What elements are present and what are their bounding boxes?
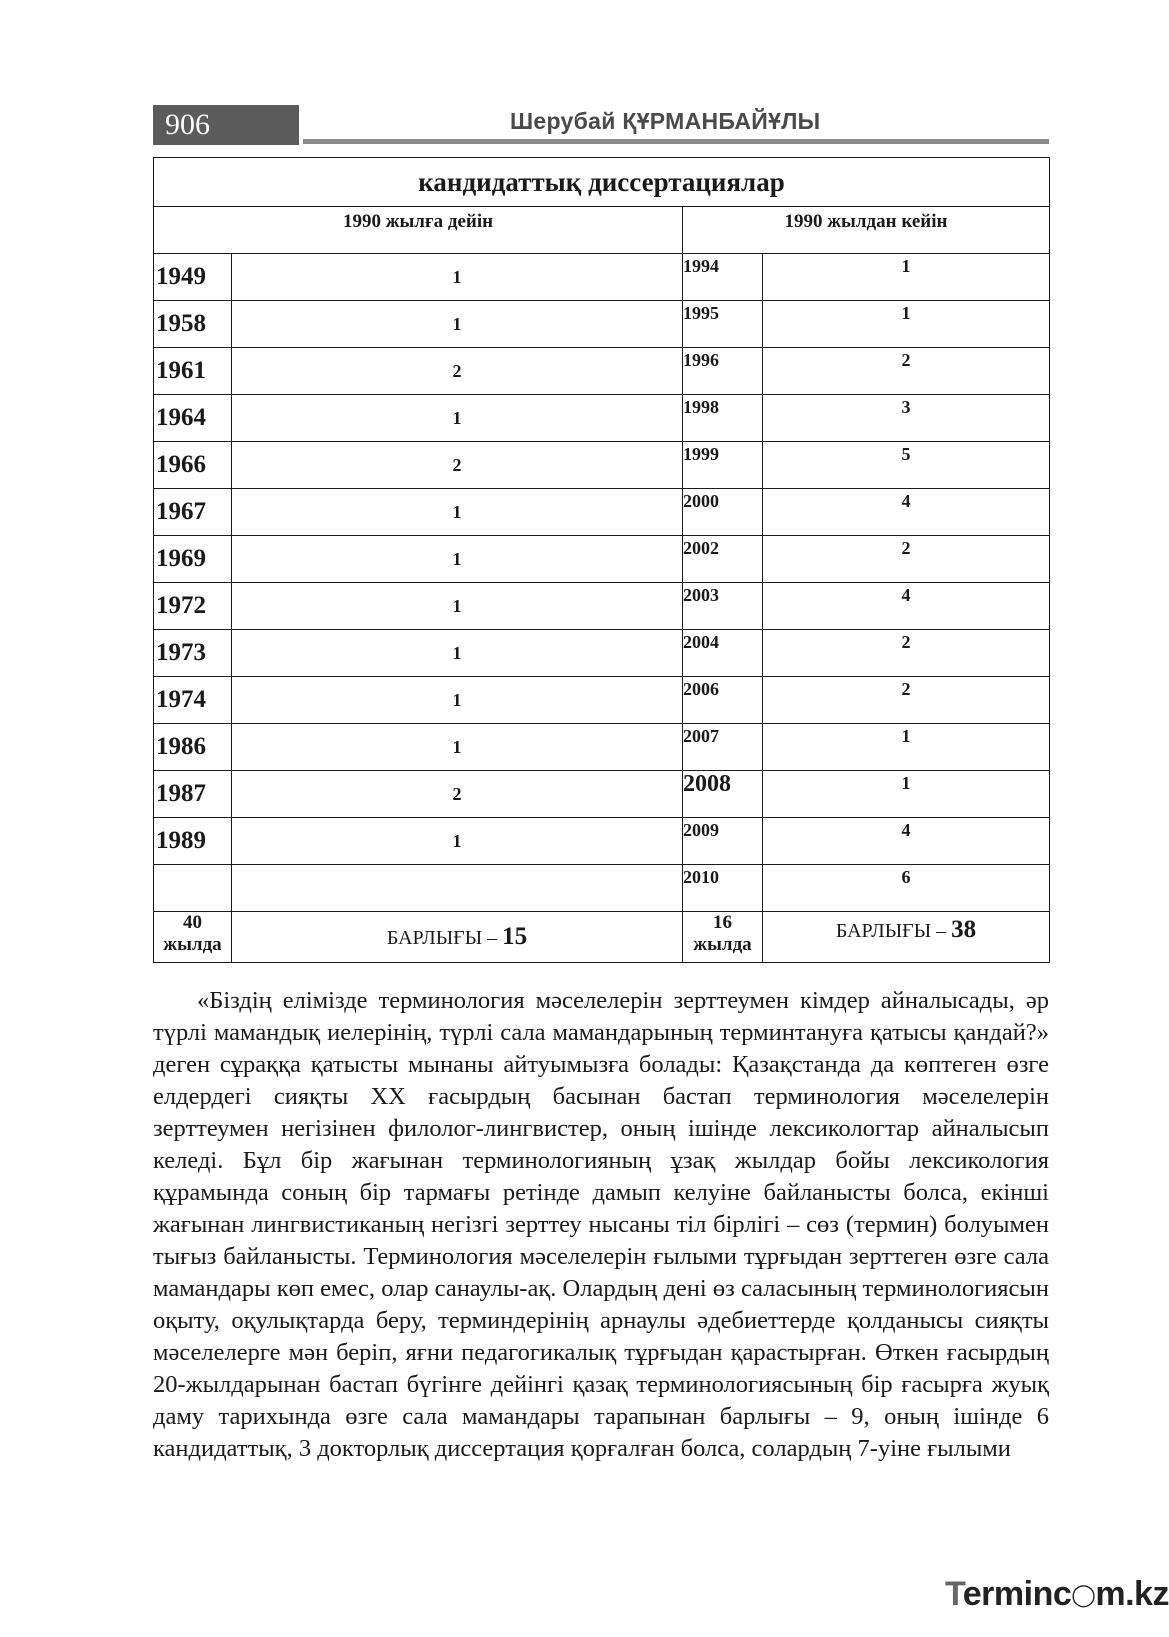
left-year-cell: 1966 xyxy=(154,442,232,489)
right-year-cell: 1994 xyxy=(683,254,763,301)
left-period-cell xyxy=(154,912,232,963)
table-row xyxy=(154,818,1050,865)
left-count-cell: 1 xyxy=(232,536,683,583)
left-count-cell: 1 xyxy=(232,677,683,724)
right-count-cell: 1 xyxy=(763,771,1050,818)
right-count-cell: 1 xyxy=(763,301,1050,348)
left-count-cell: 1 xyxy=(232,724,683,771)
table-title: кандидаттық диссертациялар xyxy=(154,158,1050,207)
right-year-cell: 2010 xyxy=(683,865,763,912)
table-row xyxy=(154,254,1050,301)
left-count-cell: 2 xyxy=(232,442,683,489)
table-row xyxy=(154,630,1050,677)
left-period-unit: жылда xyxy=(163,934,222,955)
right-count-cell: 6 xyxy=(763,865,1050,912)
right-year-cell: 2000 xyxy=(683,489,763,536)
left-count-cell: 1 xyxy=(232,583,683,630)
left-count-cell xyxy=(232,865,683,912)
right-year-cell: 2002 xyxy=(683,536,763,583)
table-row xyxy=(154,771,1050,818)
right-period-number: 16 xyxy=(713,912,732,933)
page-number: 906 xyxy=(165,108,210,141)
header-rule xyxy=(303,139,1049,144)
right-count-cell: 2 xyxy=(763,348,1050,395)
left-count-cell: 2 xyxy=(232,771,683,818)
right-year-cell: 2004 xyxy=(683,630,763,677)
left-year-cell: 1949 xyxy=(154,254,232,301)
left-count-cell: 1 xyxy=(232,395,683,442)
site-watermark xyxy=(945,1575,1169,1614)
dissertation-table xyxy=(153,157,1050,963)
table-row xyxy=(154,442,1050,489)
left-count-cell: 1 xyxy=(232,254,683,301)
right-count-cell: 4 xyxy=(763,489,1050,536)
totals-row xyxy=(154,912,1050,963)
body-paragraph: «Біздің елімізде терминология мәселелерін зерттеумен кімдер айналысады, әр түрлі мамандық иелерінің, түрлі сала мамандарының терминтануға қатысы қандай?» деген сұраққа қатысты мынаны айтуымызға болады: Қазақстанда да көптеген өзге елдердегі сияқты ХХ ғасырдың басынан бастап терминология мәселелерін зерттеумен негізінен филолог-лингвистер, оның ішінде лексикологтар айналысып келеді. Бұл бір жағынан терминологияның ұзақ жылдар бойы лексикология құрамында соның бір тармағы ретінде дамып келуіне байланысты болса, екінші жағынан лингвистиканың негізгі зерттеу нысаны тіл бірлігі – сөз (термин) болуымен тығыз байланысты. Терминология мәселелерін ғылыми тұрғыдан зерттеген өзге сала мамандары көп емес, олар санаулы-ақ. Олардың дені өз саласының терминологиясын оқыту, оқулықтарда беру, терминдерінің арнаулы әдебиеттерде қолданысы сияқты мәселелерге мән беріп, яғни педагогикалық тұрғыдан қарастырған. Өткен ғасырдың 20-жылдарынан бастап бүгінге дейінгі қазақ терминологиясының бір ғасырға жуық даму тарихында өзге сала мамандары тарапынан барлығы – 9, оның ішінде 6 кандидаттық, 3 докторлық диссертация қорғалған болса, солардың 7-уіне ғылыми xyxy=(153,987,1049,1462)
left-year-cell: 1986 xyxy=(154,724,232,771)
right-count-cell: 5 xyxy=(763,442,1050,489)
right-total-label: БАРЛЫҒЫ – xyxy=(835,920,952,942)
left-count-cell: 1 xyxy=(232,301,683,348)
right-period-cell xyxy=(683,912,763,963)
right-count-cell: 2 xyxy=(763,677,1050,724)
left-year-cell: 1973 xyxy=(154,630,232,677)
left-count-cell: 1 xyxy=(232,489,683,536)
table-row xyxy=(154,865,1050,912)
table-row xyxy=(154,395,1050,442)
running-header-author: Шерубай ҚҰРМАНБАЙҰЛЫ xyxy=(510,108,821,134)
left-total-value: 15 xyxy=(502,923,528,950)
right-year-cell: 2009 xyxy=(683,818,763,865)
right-year-cell: 1996 xyxy=(683,348,763,395)
table-row xyxy=(154,348,1050,395)
left-total-cell xyxy=(232,912,683,963)
right-count-cell: 2 xyxy=(763,630,1050,677)
right-year-cell: 2006 xyxy=(683,677,763,724)
left-year-cell: 1987 xyxy=(154,771,232,818)
right-count-cell: 2 xyxy=(763,536,1050,583)
left-count-cell: 1 xyxy=(232,630,683,677)
left-total-label: БАРЛЫҒЫ – xyxy=(386,927,503,949)
left-heading: 1990 жылға дейін xyxy=(154,207,683,254)
table-row xyxy=(154,489,1050,536)
table-row xyxy=(154,724,1050,771)
table-row xyxy=(154,677,1050,724)
table-row xyxy=(154,536,1050,583)
right-year-cell: 1995 xyxy=(683,301,763,348)
left-count-cell: 1 xyxy=(232,818,683,865)
right-count-cell: 1 xyxy=(763,254,1050,301)
right-total-cell xyxy=(763,912,1050,963)
right-year-cell: 1999 xyxy=(683,442,763,489)
right-year-cell: 2007 xyxy=(683,724,763,771)
left-year-cell: 1969 xyxy=(154,536,232,583)
right-year-cell: 2003 xyxy=(683,583,763,630)
right-year-cell: 1998 xyxy=(683,395,763,442)
left-year-cell xyxy=(154,865,232,912)
table-row xyxy=(154,583,1050,630)
right-year-cell: 2008 xyxy=(683,771,763,818)
table-row xyxy=(154,301,1050,348)
left-count-cell: 2 xyxy=(232,348,683,395)
left-period-number: 40 xyxy=(183,912,202,933)
watermark-t: T xyxy=(945,1575,963,1613)
right-count-cell: 1 xyxy=(763,724,1050,771)
right-period-unit: жылда xyxy=(693,934,752,955)
left-year-cell: 1972 xyxy=(154,583,232,630)
left-year-cell: 1967 xyxy=(154,489,232,536)
page-number-box xyxy=(153,105,299,145)
right-count-cell: 3 xyxy=(763,395,1050,442)
watermark-domain: m.kz xyxy=(1095,1575,1169,1613)
right-count-cell: 4 xyxy=(763,583,1050,630)
left-year-cell: 1974 xyxy=(154,677,232,724)
body-paragraph-container xyxy=(153,985,1049,1465)
left-year-cell: 1989 xyxy=(154,818,232,865)
left-year-cell: 1958 xyxy=(154,301,232,348)
left-year-cell: 1961 xyxy=(154,348,232,395)
right-total-value: 38 xyxy=(951,916,977,943)
watermark-text: erminc xyxy=(962,1575,1072,1613)
right-count-cell: 4 xyxy=(763,818,1050,865)
right-heading: 1990 жылдан кейін xyxy=(683,207,1050,254)
left-year-cell: 1964 xyxy=(154,395,232,442)
watermark-o: ◯ xyxy=(1071,1582,1096,1607)
